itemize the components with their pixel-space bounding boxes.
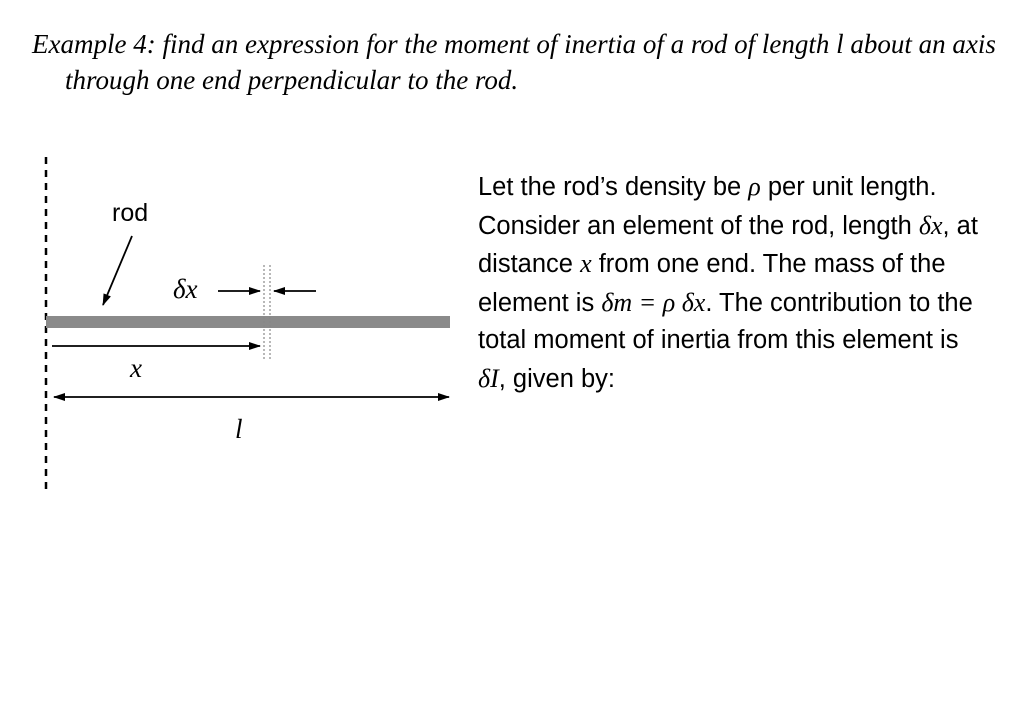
explanation-part-1: Let the rod’s density be bbox=[478, 173, 749, 201]
rho-symbol: ρ bbox=[748, 172, 761, 201]
dx-label: δx bbox=[173, 274, 198, 304]
mass-equation: δm = ρ δx bbox=[601, 287, 706, 317]
dx-symbol: δx bbox=[918, 210, 943, 240]
x-label: x bbox=[130, 353, 142, 383]
explanation-text bbox=[478, 168, 978, 398]
rod-pointer-arrow bbox=[103, 236, 132, 305]
rod-label: rod bbox=[112, 199, 149, 227]
l-label: l bbox=[235, 414, 243, 444]
explanation-part-5: . The contribution to the total moment of inertia from this element is bbox=[478, 288, 973, 354]
explanation-part-6: , given by: bbox=[498, 364, 615, 393]
dI-symbol: δI bbox=[478, 363, 499, 393]
explanation-part-3: , at distance bbox=[478, 211, 978, 278]
x-symbol: x bbox=[580, 249, 592, 278]
rod-bar bbox=[46, 316, 450, 328]
explanation-part-2: per unit length. Consider an element of the rod, length bbox=[478, 173, 937, 240]
example-title: Example 4: find an expression for the moment of inertia of a rod of length l about an axis through one end perpendicular to the rod. bbox=[32, 29, 996, 95]
explanation-part-4: from one end. The mass of the element is bbox=[478, 250, 946, 317]
